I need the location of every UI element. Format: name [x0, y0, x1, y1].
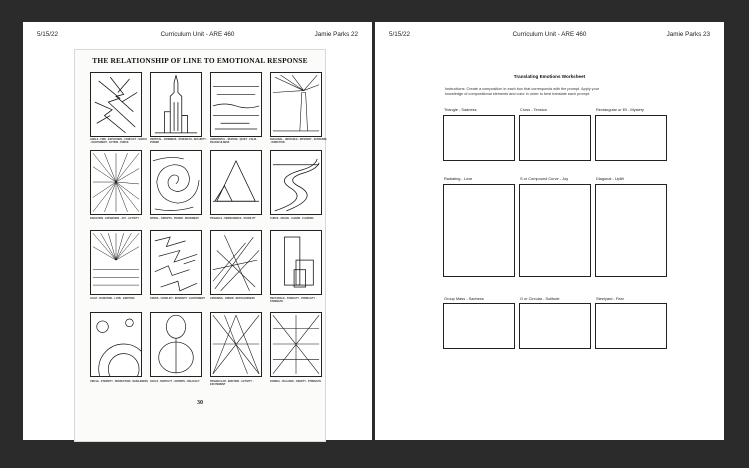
prompt-label-1: Triangle - Sadness: [444, 107, 477, 112]
left-header-course: Curriculum Unit - ARE 460: [160, 31, 235, 38]
circles-drawing: [91, 313, 141, 376]
crossing-lines-drawing: [211, 231, 261, 294]
prompt-label-6: Diagonal - Uplift: [596, 176, 624, 181]
prompt-label-7: Group Mass - Sadness: [444, 296, 484, 301]
caption-6: SPIRAL - GROWTH - POWER - MOVEMENT: [150, 217, 199, 220]
zigzag-drawing: [151, 231, 201, 294]
right-page: [375, 22, 724, 440]
composition-box-8[interactable]: [519, 303, 591, 349]
skyscraper-drawing: [151, 73, 201, 136]
worksheet-instructions: Instructions: Create a composition in each box that corresponds with the prompt. Apply your knowledge of compositional elements and color in order to best translate each prompt.: [445, 87, 600, 97]
composition-box-2[interactable]: [519, 115, 591, 161]
panel-vertical-building: [150, 72, 202, 137]
panel-light-rays: [90, 230, 142, 295]
panel-rectangles: [270, 230, 322, 295]
caption-7: TRIANGLE - PERMANENCE - STABILITY: [210, 217, 256, 220]
prompt-label-2: Cross - Tension: [520, 107, 547, 112]
composition-box-1[interactable]: [443, 115, 515, 161]
panel-radiation-burst: [90, 150, 142, 215]
left-page: [23, 22, 372, 440]
composition-box-7[interactable]: [443, 303, 515, 349]
caption-4: DIAGONAL - UNSTABLE - INTEREST - SUSPENSE - DIRECTION: [270, 138, 327, 144]
spiral-drawing: [151, 151, 201, 214]
panel-diagonal-lighthouse: [270, 72, 322, 137]
prompt-label-3: Rectangular or Ell - Mystery: [596, 107, 644, 112]
prompt-label-5: S or Compound Curve - Joy: [520, 176, 569, 181]
caption-11: CROSSING - ORDER - RESTLESSNESS: [210, 297, 255, 300]
panel-spiral: [150, 150, 202, 215]
composition-box-3[interactable]: [595, 115, 667, 161]
caption-3: HORIZONTAL - REPOSE - QUIET - CALM - PEACEFULNESS: [210, 138, 258, 144]
caption-9: LIGHT - RADIATING - LOVE - EMOTION: [90, 297, 135, 300]
winding-road-drawing: [271, 151, 321, 214]
composition-box-4[interactable]: [443, 184, 515, 277]
horizon-drawing: [211, 73, 261, 136]
caption-10: CROSS - CONFLICT - INTENSITY - EXCITEMENT: [150, 297, 205, 300]
right-header-author-page: Jamie Parks 23: [666, 31, 710, 38]
panel-ovals: [150, 312, 202, 377]
rectangles-drawing: [271, 231, 321, 294]
caption-14: OVALS - FERTILITY - GROWTH - DELICACY: [150, 380, 200, 383]
scan-title: THE RELATIONSHIP OF LINE TO EMOTIONAL RESPONSE: [92, 56, 308, 65]
right-header-course: Curriculum Unit - ARE 460: [512, 31, 587, 38]
left-header-author-page: Jamie Parks 22: [314, 31, 358, 38]
left-header-date: 5/15/22: [37, 31, 59, 38]
caption-13: CIRCLE - ETERNITY - PERFECTION - WHOLENESS: [90, 380, 148, 383]
caption-1: ANGLE - FIRE - EXPLOSION - CONFLICT - SHOCK - EXCITEMENT - ACTION - FORCE: [90, 138, 147, 144]
scanned-line-emotion-chart: [74, 49, 326, 442]
caption-12: RECTANGLE - STABILITY - FORMALITY - STRENGTH: [270, 297, 317, 303]
scan-page-number: 30: [197, 400, 203, 406]
panel-crossing-lines: [210, 230, 262, 295]
right-header-date: 5/15/22: [389, 31, 411, 38]
composition-box-9[interactable]: [595, 303, 667, 349]
panel-angle-explosion: [90, 72, 142, 137]
starburst-drawing: [91, 151, 141, 214]
panel-triangular: [210, 312, 262, 377]
panel-circles: [90, 312, 142, 377]
caption-2: VERTICAL - FIRMNESS - STRENGTH - SECURITY - POWER: [150, 138, 208, 144]
balance-grid-drawing: [271, 313, 321, 376]
panel-triangle-pyramids: [210, 150, 262, 215]
panel-cross-zigzag: [150, 230, 202, 295]
ovals-drawing: [151, 313, 201, 376]
panel-horizontal-landscape: [210, 72, 262, 137]
lighthouse-drawing: [271, 73, 321, 136]
prompt-label-8: O or Circular - Solitude: [520, 296, 560, 301]
worksheet-title: Translating Emotions Worksheet: [513, 74, 586, 79]
composition-box-5[interactable]: [519, 184, 591, 277]
caption-8: CURVE - GRACE - CHARM - FLOWING: [270, 217, 314, 220]
panel-formal-balance: [270, 312, 322, 377]
sun-rays-drawing: [91, 231, 141, 294]
lightning-drawing: [91, 73, 141, 136]
pyramids-drawing: [211, 151, 261, 214]
panel-curve-road: [270, 150, 322, 215]
triangular-lines-drawing: [211, 313, 261, 376]
prompt-label-4: Radiating - Love: [444, 176, 473, 181]
caption-16: FORMAL - BALANCE - DIGNITY - STRENGTH: [270, 380, 322, 383]
prompt-label-9: Steelyard - Fear: [596, 296, 624, 301]
caption-5: RADIATION - EXPANSION - JOY - ACTIVITY: [90, 217, 139, 220]
caption-15: TRIANGULAR - EMOTION - ACTIVITY - EXCITEMENT: [210, 380, 254, 386]
composition-box-6[interactable]: [595, 184, 667, 277]
